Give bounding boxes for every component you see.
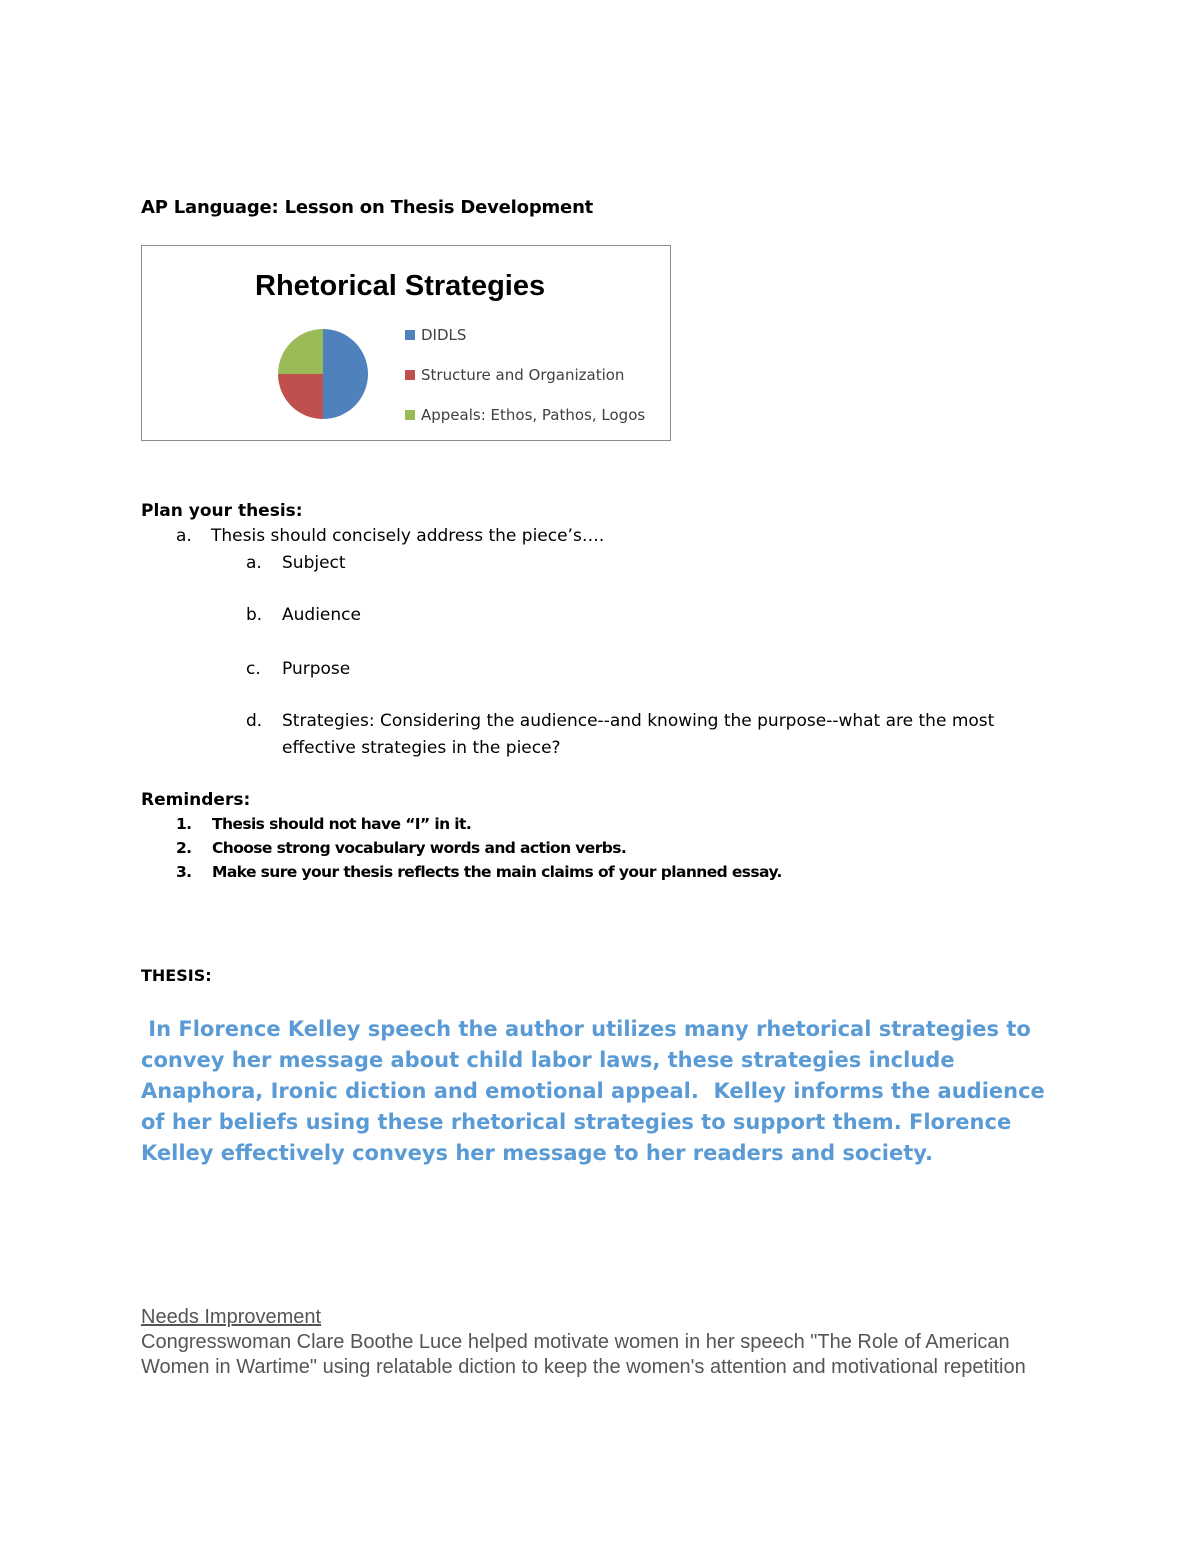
legend-label-1: Structure and Organization bbox=[421, 366, 625, 384]
pie-slice-2 bbox=[278, 329, 323, 374]
list-item-text-continued: effective strategies in the piece? bbox=[282, 738, 561, 758]
pie-slice-0 bbox=[323, 329, 368, 419]
thesis-text: In Florence Kelley speech the author utilizes many rhetorical strategies to convey her message about child labor laws, these strategies include Anaphora, Ironic diction and emotional appeal. Kelley informs the audience of her beliefs using these rhetorical strategies to support them. Florence Kelley effectively conveys her message to her readers and society. bbox=[141, 1017, 1045, 1165]
reminders-heading: Reminders: bbox=[141, 790, 251, 810]
list-item-text: Choose strong vocabulary words and action verbs. bbox=[212, 839, 627, 857]
list-marker: b. bbox=[246, 605, 263, 625]
chart-title: Rhetorical Strategies bbox=[255, 270, 546, 302]
chart-legend bbox=[405, 326, 645, 424]
legend-swatch-0 bbox=[405, 330, 415, 340]
list-marker: 1. bbox=[176, 815, 192, 833]
list-marker: 2. bbox=[176, 839, 192, 857]
list-item-text: Thesis should not have “I” in it. bbox=[212, 815, 472, 833]
plan-heading: Plan your thesis: bbox=[141, 501, 303, 521]
pie-chart bbox=[141, 245, 671, 441]
legend-swatch-2 bbox=[405, 410, 415, 420]
legend-label-2: Appeals: Ethos, Pathos, Logos bbox=[421, 406, 646, 424]
list-item-text: Strategies: Considering the audience--and knowing the purpose--what are the most bbox=[282, 711, 995, 731]
pie-slice-1 bbox=[278, 374, 323, 419]
document-title: AP Language: Lesson on Thesis Development bbox=[141, 197, 594, 218]
legend-swatch-1 bbox=[405, 370, 415, 380]
list-item-text: Purpose bbox=[282, 659, 351, 679]
list-marker: 3. bbox=[176, 863, 192, 881]
pie-chart-svg bbox=[142, 246, 669, 439]
list-marker: c. bbox=[246, 659, 261, 679]
list-marker: d. bbox=[246, 711, 263, 731]
list-item-text: Subject bbox=[282, 553, 346, 573]
list-item-text: Thesis should concisely address the piece’s…. bbox=[211, 526, 605, 546]
list-marker: a. bbox=[246, 553, 262, 573]
needs-improvement-text: Congresswoman Clare Boothe Luce helped motivate women in her speech "The Role of American Women in Wartime" using relatable diction to keep the women's attention and motivational repetition bbox=[141, 1331, 1026, 1378]
needs-improvement-heading: Needs Improvement bbox=[141, 1306, 322, 1328]
pie-slices bbox=[278, 329, 368, 419]
legend-label-0: DIDLS bbox=[421, 326, 467, 344]
list-marker: a. bbox=[176, 526, 192, 546]
list-item-text: Audience bbox=[282, 605, 361, 625]
thesis-heading: THESIS: bbox=[141, 966, 212, 985]
list-item-text: Make sure your thesis reflects the main claims of your planned essay. bbox=[212, 863, 782, 881]
